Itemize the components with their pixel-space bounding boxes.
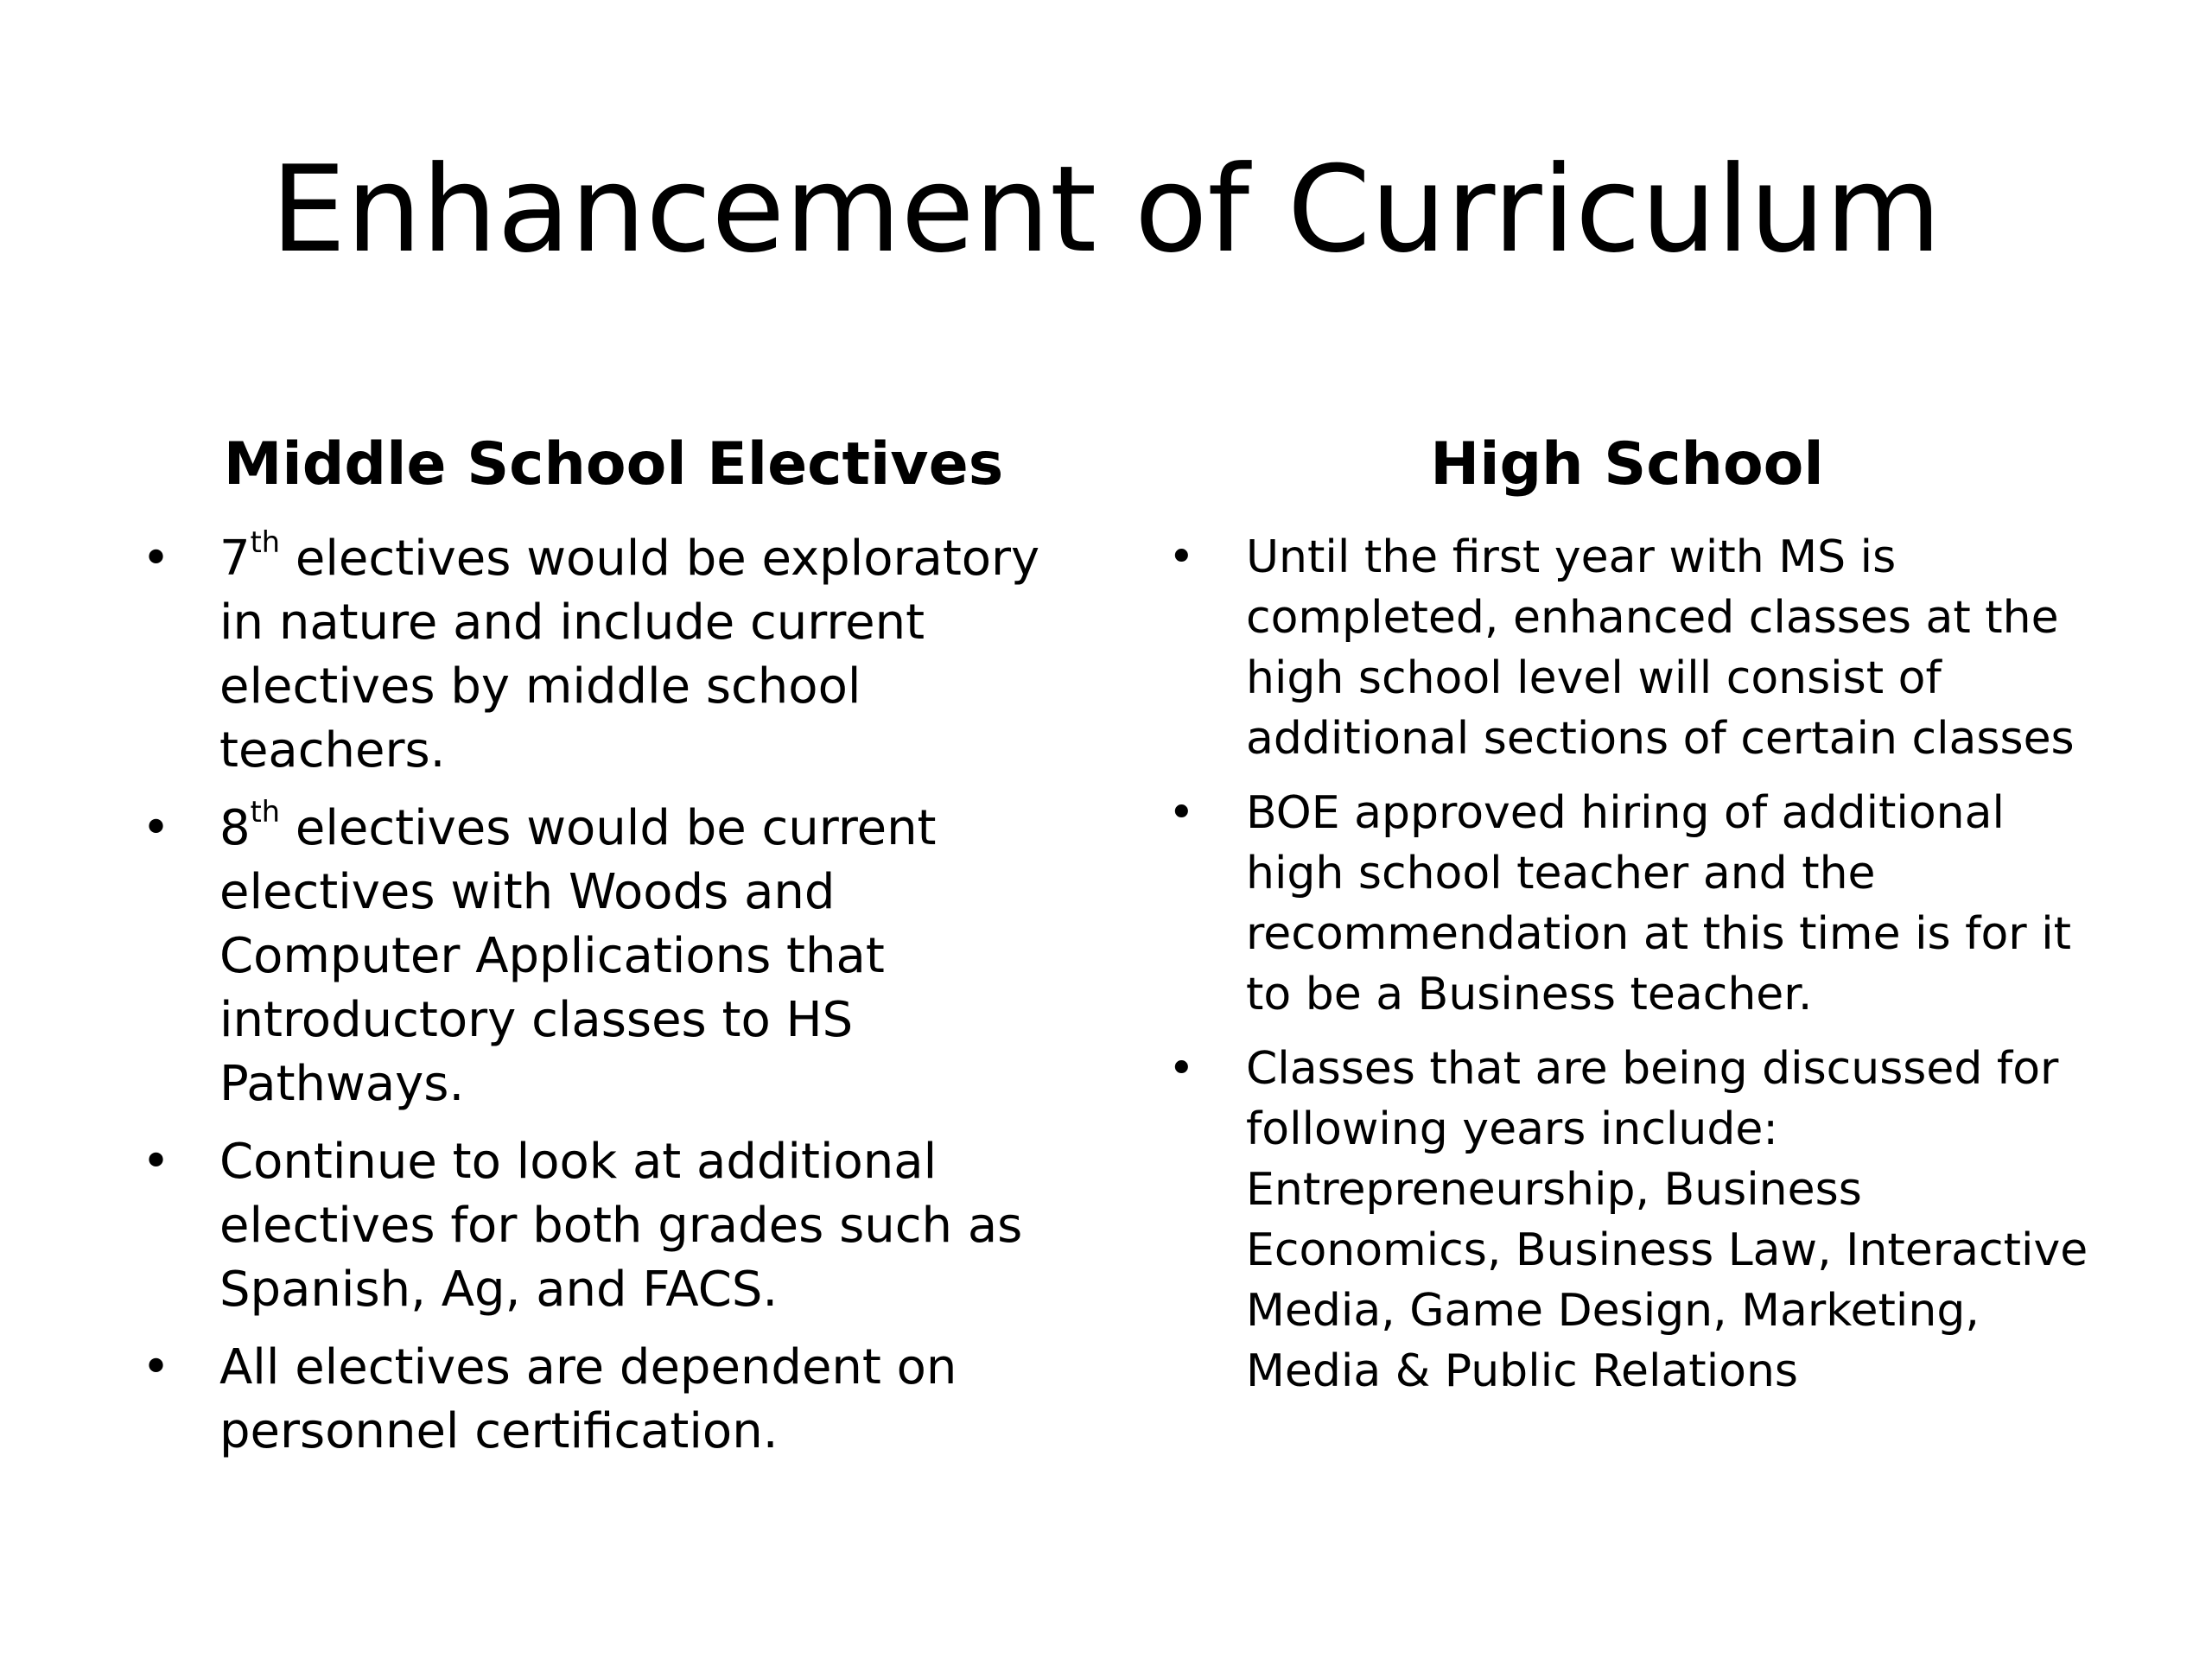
list-item [1147,527,2105,769]
bullet-text: electives would be current electives with Woods and Computer Applications that introductory classes to HS Pathways. [219,800,937,1112]
bullet-text: electives would be exploratory in nature and include current electives by middle school teachers. [219,531,1040,779]
bullet-text: BOE approved hiring of additional high school teacher and the recommendation at this time is for it to be a Business teacher. [1246,787,2072,1020]
list-item [121,1130,1054,1322]
list-item [121,794,1054,1116]
bullet-ordinal-suffix: th [250,794,281,829]
bullet-icon: • [142,1134,171,1190]
bullet-icon: • [142,800,171,856]
bullet-text: Continue to look at additional electives for both grades such as Spanish, Ag, and FACS. [219,1134,1023,1318]
bullet-icon: • [142,1339,171,1395]
bullet-ordinal: 7 [219,531,251,587]
bullet-ordinal-suffix: th [250,524,281,559]
list-item [1147,783,2105,1025]
middle-school-column [121,430,1054,1478]
list-item [121,524,1054,783]
bullet-icon: • [1168,787,1195,839]
high-school-heading: High School [1430,430,1824,499]
middle-school-bullet-list [121,524,1054,1464]
bullet-icon: • [142,531,171,587]
high-school-column [1147,430,2105,1415]
high-school-bullet-list [1147,527,2105,1402]
bullet-icon: • [1168,531,1195,583]
bullet-text: Classes that are being discussed for following years include: Entrepreneurship, Business Economics, Business Law, Interactive Media, Game Design, Marketing, Media & Public Relations [1246,1043,2088,1397]
slide-title: Enhancement of Curriculum [270,140,1942,279]
bullet-ordinal: 8 [219,800,251,856]
bullet-text: Until the first year with MS is completed, enhanced classes at the high school level will consist of additional sections of certain classes [1246,531,2075,765]
middle-school-heading: Middle School Electives [223,430,1004,499]
bullet-text: All electives are dependent on personnel certification. [219,1339,957,1459]
list-item [121,1336,1054,1464]
bullet-icon: • [1168,1043,1195,1095]
list-item [1147,1039,2105,1402]
